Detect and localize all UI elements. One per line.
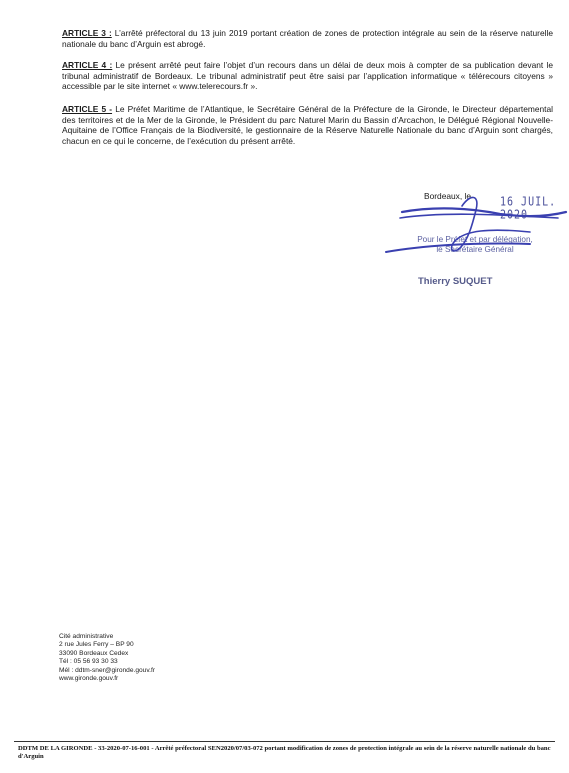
signature-block — [380, 188, 569, 298]
address-line: 2 rue Jules Ferry – BP 90 — [59, 641, 134, 649]
article-4-label: ARTICLE 4 : — [62, 60, 113, 70]
address-block — [59, 633, 155, 683]
article-5-label: ARTICLE 5 - — [62, 104, 113, 114]
article-5 — [62, 104, 553, 146]
website-line: www.gironde.gouv.fr — [59, 675, 119, 683]
article-4-text: Le présent arrêté peut faire l’objet d’un recours dans un délai de deux mois à compter de sa publication devant le tribunal administratif de Bordeaux. Le tribunal administratif peut être saisi par l’application informatique « télérecours citoyens » accessible par le site internet « www.telerecours.fr ». — [62, 60, 554, 92]
article-3 — [62, 28, 553, 49]
email-line: Mél : ddtm-sner@gironde.gouv.fr — [59, 666, 155, 674]
delegation-line-2: le Secrétaire Général — [436, 245, 514, 254]
article-5-text: Le Préfet Maritime de l’Atlantique, le Secrétaire Général de la Préfecture de la Gironde, le Directeur départemental des territoires et de la Mer de la Gironde, le Président du parc Naturel Marin du Bassin d’Arcachon, le Délégué Régional Nouvelle-Aquitaine de l’Office Français de la Biodiversité, le gestionnaire de la Réserve Naturelle Nationale du banc d’Arguin sont chargés, chacun en ce qui le concerne, de l’exécution du présent arrêté. — [62, 104, 553, 146]
phone-line: Tél : 05 56 93 30 33 — [59, 658, 118, 666]
delegation-line-1: Pour le Préfet et par délégation, — [417, 235, 533, 244]
handwritten-signature — [380, 188, 569, 268]
article-3-label: ARTICLE 3 : — [62, 28, 112, 38]
address-line: 33090 Bordeaux Cedex — [59, 649, 129, 657]
document-footer: DDTM DE LA GIRONDE - 33-2020-07-16-001 - Arrêté préfectoral SEN2020/07/03-072 portant modification de zones de protection intégrale au sein de la réserve naturelle nationale du banc d'Arguin — [18, 745, 551, 760]
article-4 — [62, 60, 553, 92]
signatory-name: Thierry SUQUET — [418, 276, 493, 287]
address-line: Cité administrative — [59, 633, 114, 640]
article-3-text: L’arrêté préfectoral du 13 juin 2019 portant création de zones de protection intégrale au sein de la réserve naturelle nationale du banc d’Arguin est abrogé. — [62, 28, 553, 49]
date-stamp: 16 JUIL. 2020 — [500, 195, 557, 223]
place-date: Bordeaux, le — [424, 191, 472, 201]
footer-divider — [14, 741, 555, 742]
